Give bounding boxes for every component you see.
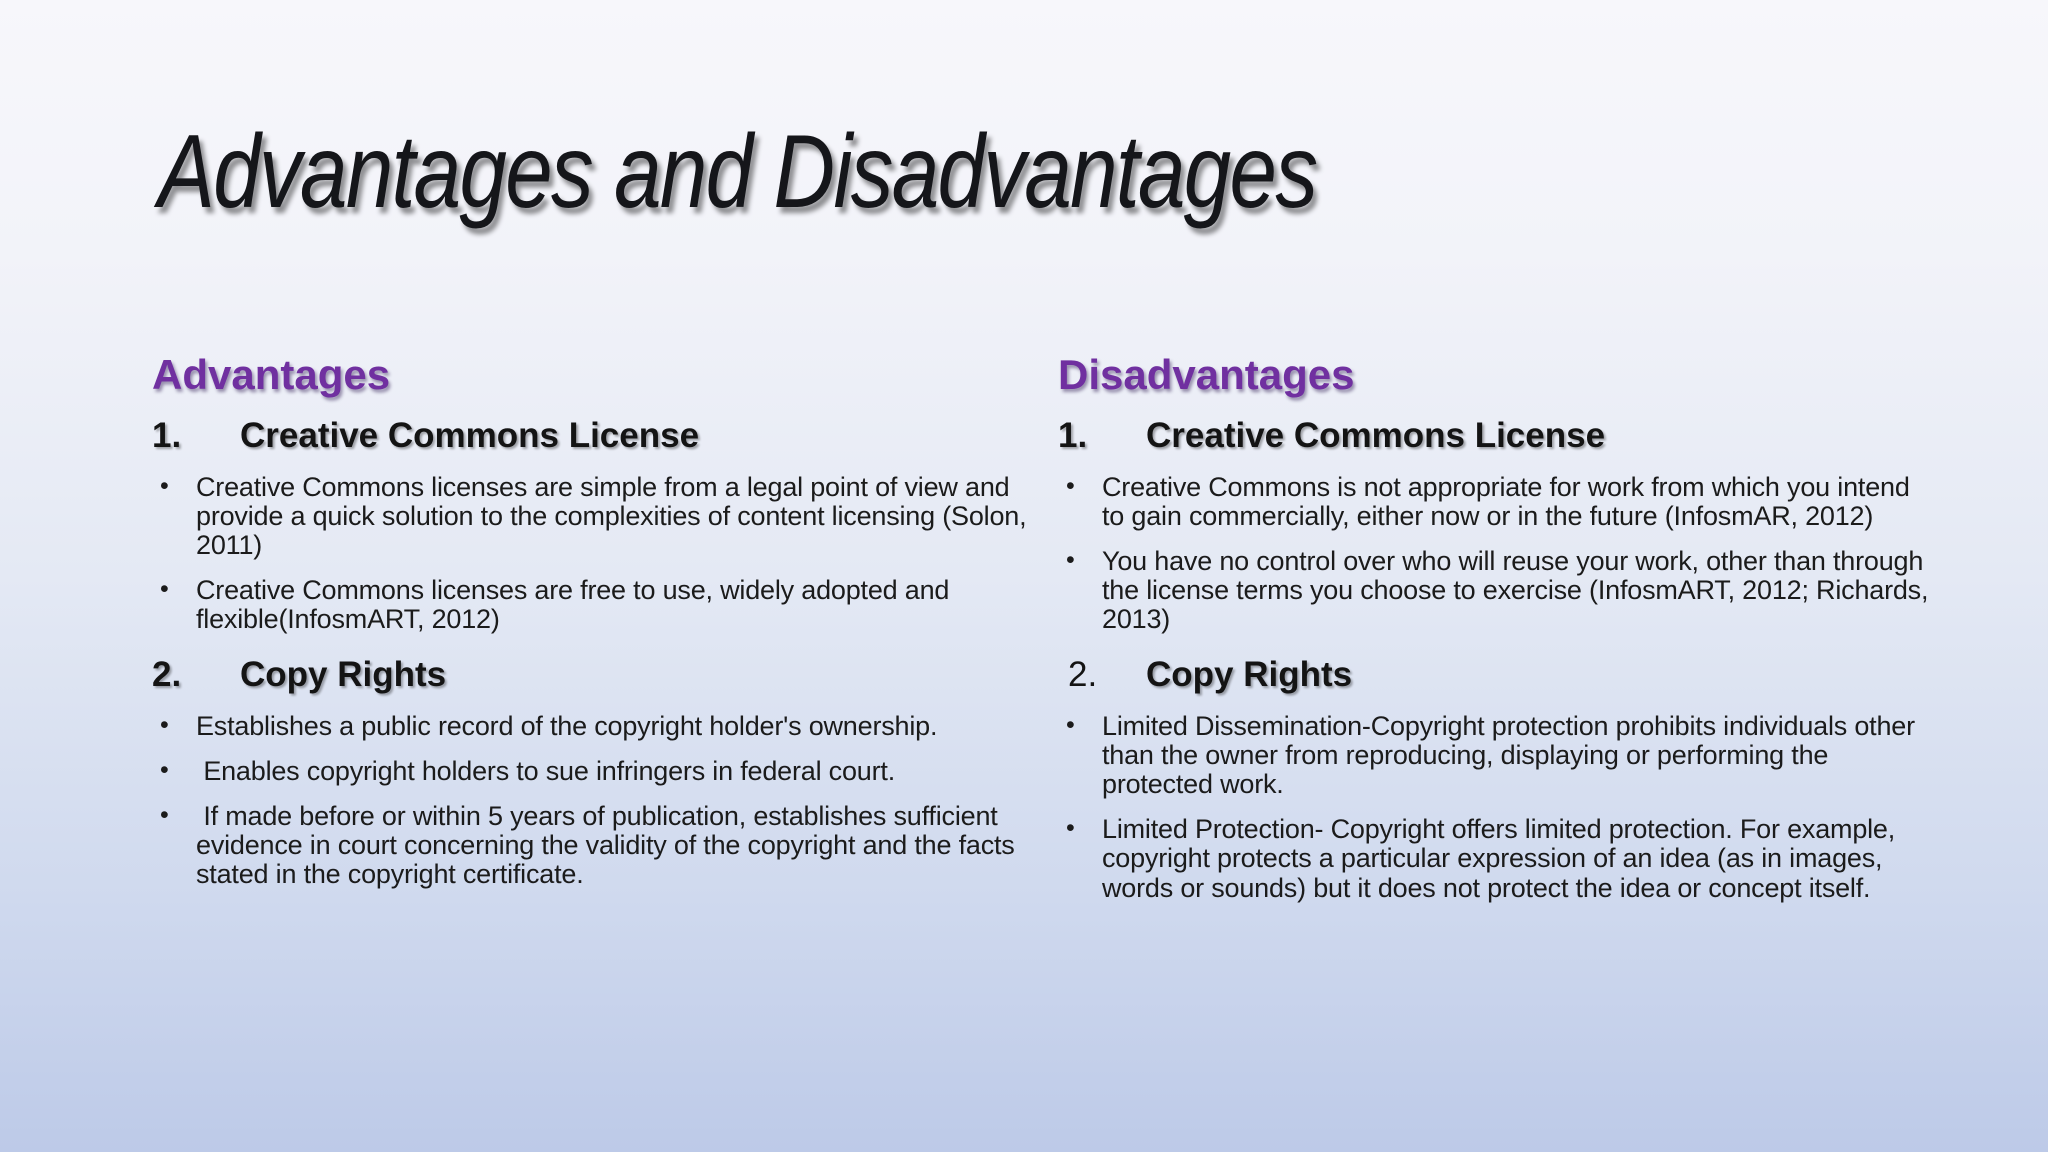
bullet-icon: • [160,801,169,830]
section-title: Copy Rights [1146,655,1353,695]
section-number: 2. [152,655,182,695]
bullet-item [152,802,1030,889]
bullet-text: Creative Commons licenses are free to use, widely adopted and flexible(InfosmART, 2012) [196,575,957,635]
section-heading [152,415,1030,456]
section-number: 1. [1058,416,1088,456]
disadvantages-heading: Disadvantages [1058,351,1355,398]
bullet-text: Limited Dissemination-Copyright protection prohibits individuals other than the owner from reproducing, displaying or performing the protected work. [1102,710,1923,800]
advantages-heading: Advantages [152,351,391,398]
advantages-section-1 [152,415,1034,635]
bullet-icon: • [1066,814,1075,843]
bullet-text: You have no control over who will reuse your work, other than through the license terms you choose to exercise (InfosmART, 2012; Richards, 2013) [1102,545,1936,635]
bullet-item [1058,473,1936,531]
bullet-text: Creative Commons is not appropriate for work from which you intend to gain commercially, either now or in the future (InfosmAR, 2012) [1102,471,1917,531]
bullet-item [152,712,1030,741]
section-heading [1058,654,1936,695]
bullet-item [1058,547,1936,634]
disadvantages-column [1058,352,1936,903]
disadvantages-section-2 [1058,654,1936,902]
bullet-icon: • [160,755,169,784]
bullet-text: Enables copyright holders to sue infringers in federal court. [196,755,895,786]
section-title: Creative Commons License [240,416,700,456]
bullet-icon: • [1066,471,1075,500]
advantages-section-2 [152,654,1030,889]
content-columns [152,352,1944,903]
bullet-item [1058,712,1936,799]
bullet-item [152,471,1034,560]
section-heading [1058,415,1936,456]
bullet-icon: • [160,575,169,604]
bullet-item [1058,815,1936,902]
bullet-text: Limited Protection- Copyright offers limited protection. For example, copyright protects a particular expression of an idea (as in images, words or sounds) but it does not protect the idea or concept itself. [1102,814,1903,903]
section-heading [152,654,1030,695]
disadvantages-section-1 [1058,415,1936,634]
section-number: 2. [1068,655,1098,695]
bullet-icon: • [1066,710,1075,739]
bullet-text: Establishes a public record of the copyright holder's ownership. [196,710,938,741]
bullet-icon: • [1066,545,1075,574]
bullet-icon: • [160,471,169,500]
section-number: 1. [152,416,182,456]
section-title: Creative Commons License [1146,416,1606,456]
bullet-icon: • [160,710,169,739]
bullet-text: Creative Commons licenses are simple from a legal point of view and provide a quick solution to the complexities of content licensing (Solon, 2011) [196,471,1034,560]
slide-title: Advantages and Disadvantages [158,114,1317,230]
bullet-item [152,576,1030,634]
bullet-item [152,757,1030,786]
bullet-text: If made before or within 5 years of publication, establishes sufficient evidence in court concerning the validity of the copyright and the facts stated in the copyright certificate. [196,801,1022,890]
section-title: Copy Rights [240,655,447,695]
advantages-column [152,351,1034,903]
